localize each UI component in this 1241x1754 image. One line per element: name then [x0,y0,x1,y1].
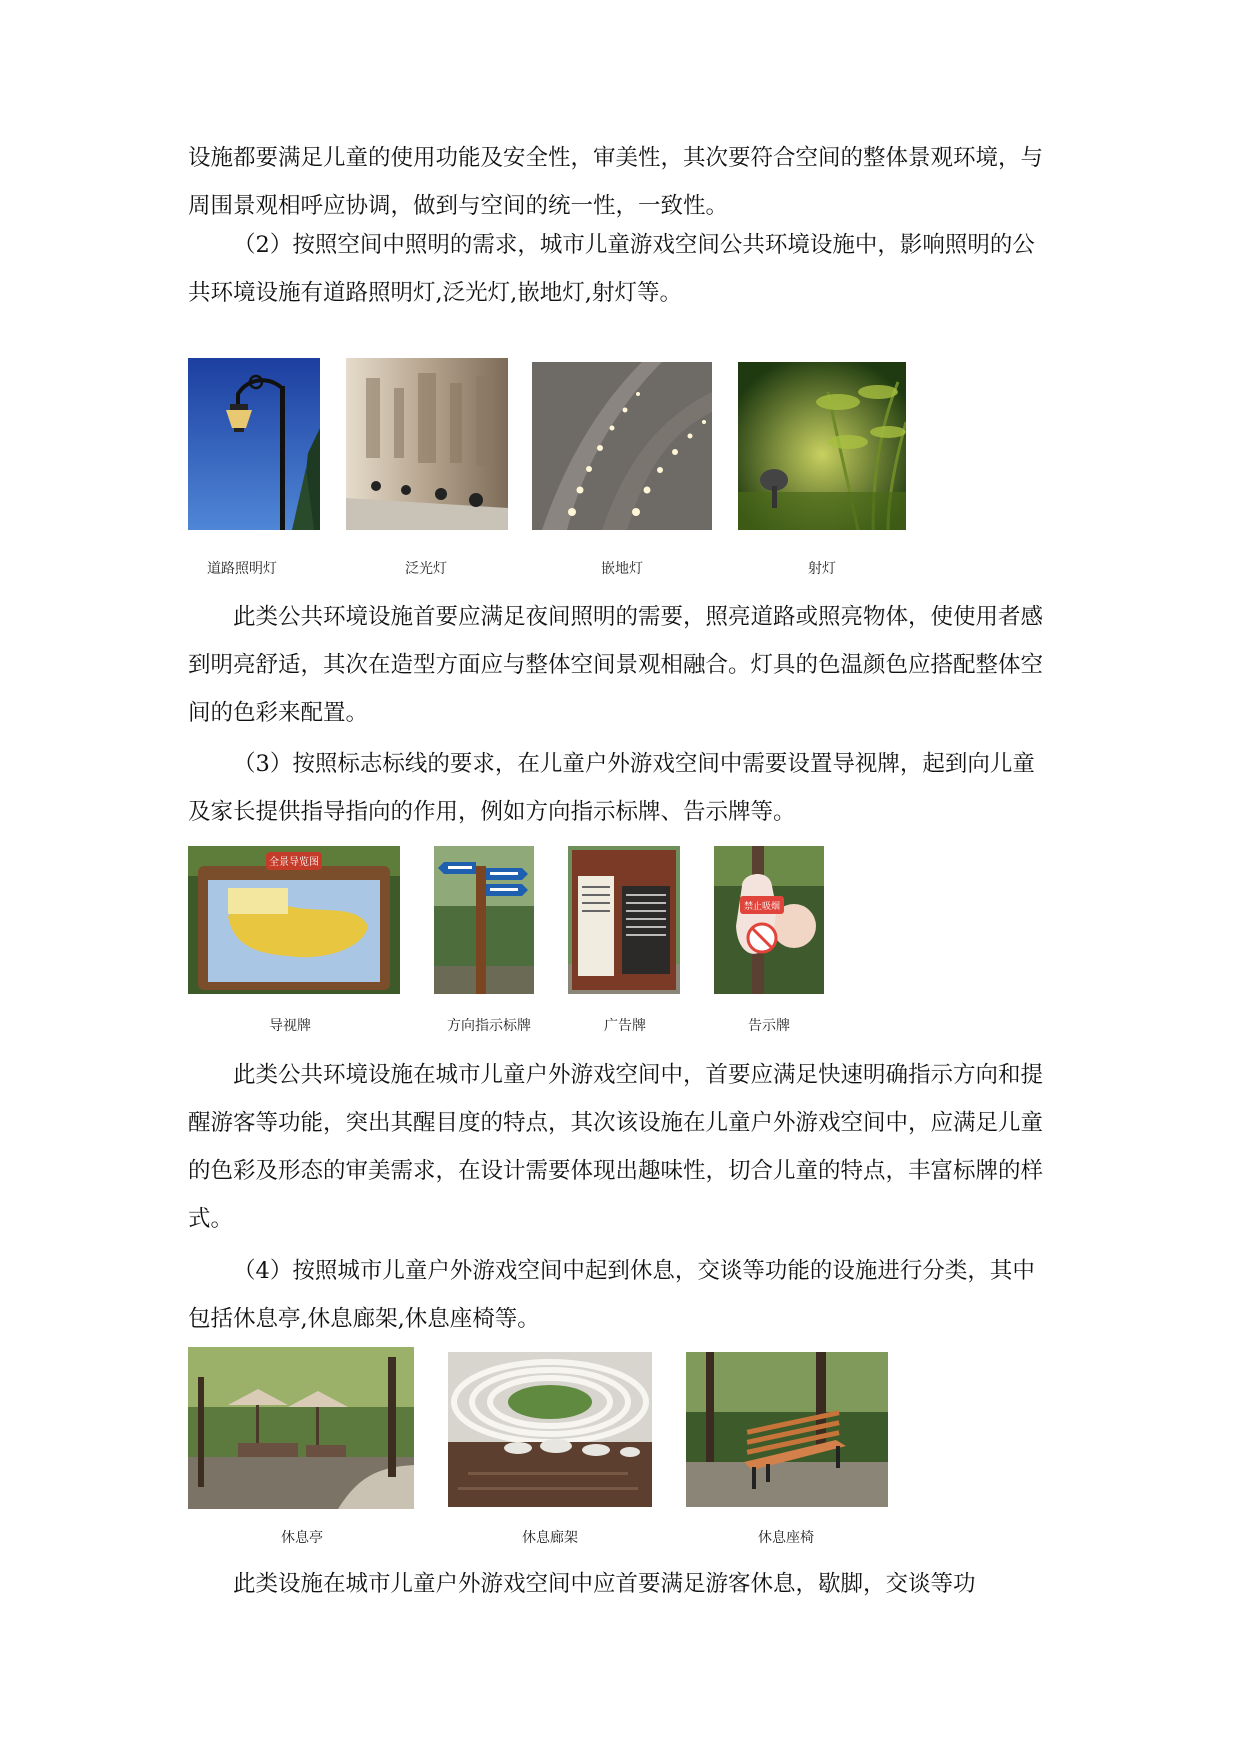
paragraph-7: 此类设施在城市儿童户外游戏空间中应首要满足游客休息，歇脚，交谈等功 [233,1571,976,1597]
paragraph-2: （2）按照空间中照明的需求，城市儿童游戏空间公共环境设施中，影响照明的公共环境设施有道路照明灯,泛光灯,嵌地灯,射灯等。 [188,232,1035,306]
paragraph-3: 此类公共环境设施首要应满足夜间照明的需要，照亮道路或照亮物体，使使用者感到明亮舒适，其次在造型方面应与整体空间景观相融合。灯具的色温颜色应搭配整体空间的色彩来配置。 [188,604,1044,726]
rest-corridor-photo [448,1352,652,1507]
caption-rest-bench: 休息座椅 [758,1530,814,1546]
notice-text: 禁止吸烟 [743,902,781,912]
rest-bench-photo [686,1352,888,1507]
caption-floodlight: 泛光灯 [405,561,447,577]
paragraph-1: 设施都要满足儿童的使用功能及安全性，审美性，其次要符合空间的整体景观环境，与周围景观相呼应协调，做到与空间的统一性，一致性。 [188,145,1044,219]
guide-map-photo [188,846,400,994]
caption-direction-sign: 方向指示标牌 [447,1018,531,1034]
caption-rest-corridor: 休息廊架 [522,1530,578,1546]
caption-guide-sign: 导视牌 [269,1018,311,1034]
direction-sign-photo [434,846,534,994]
caption-notice-board: 告示牌 [748,1018,790,1034]
guide-map-title: 全景导览图 [269,857,319,868]
floodlight-photo [346,358,508,530]
caption-spotlight: 射灯 [808,561,836,577]
paragraph-6: （4）按照城市儿童户外游戏空间中起到休息，交谈等功能的设施进行分类，其中包括休息亭,休息廊架,休息座椅等。 [188,1258,1035,1332]
paragraph-5: 此类公共环境设施在城市儿童户外游戏空间中，首要应满足快速明确指示方向和提醒游客等功能，突出其醒目度的特点，其次该设施在儿童户外游戏空间中，应满足儿童的色彩及形态的审美需求，在设计需要体现出趣味性，切合儿童的特点，丰富标牌的样式。 [188,1062,1044,1232]
caption-rest-pavilion: 休息亭 [281,1530,323,1546]
paragraph-4: （3）按照标志标线的要求，在儿童户外游戏空间中需要设置导视牌，起到向儿童及家长提供指导指向的作用，例如方向指示标牌、告示牌等。 [188,751,1035,825]
caption-inground-light: 嵌地灯 [601,561,643,577]
rest-pavilion-photo [188,1347,414,1509]
notice-sign-photo [714,846,824,994]
caption-street-lamp: 道路照明灯 [207,561,277,577]
street-lamp-photo [188,358,320,530]
spotlight-photo [738,362,906,530]
caption-billboard: 广告牌 [604,1018,646,1034]
inground-light-photo [532,362,712,530]
billboard-photo [568,846,680,994]
